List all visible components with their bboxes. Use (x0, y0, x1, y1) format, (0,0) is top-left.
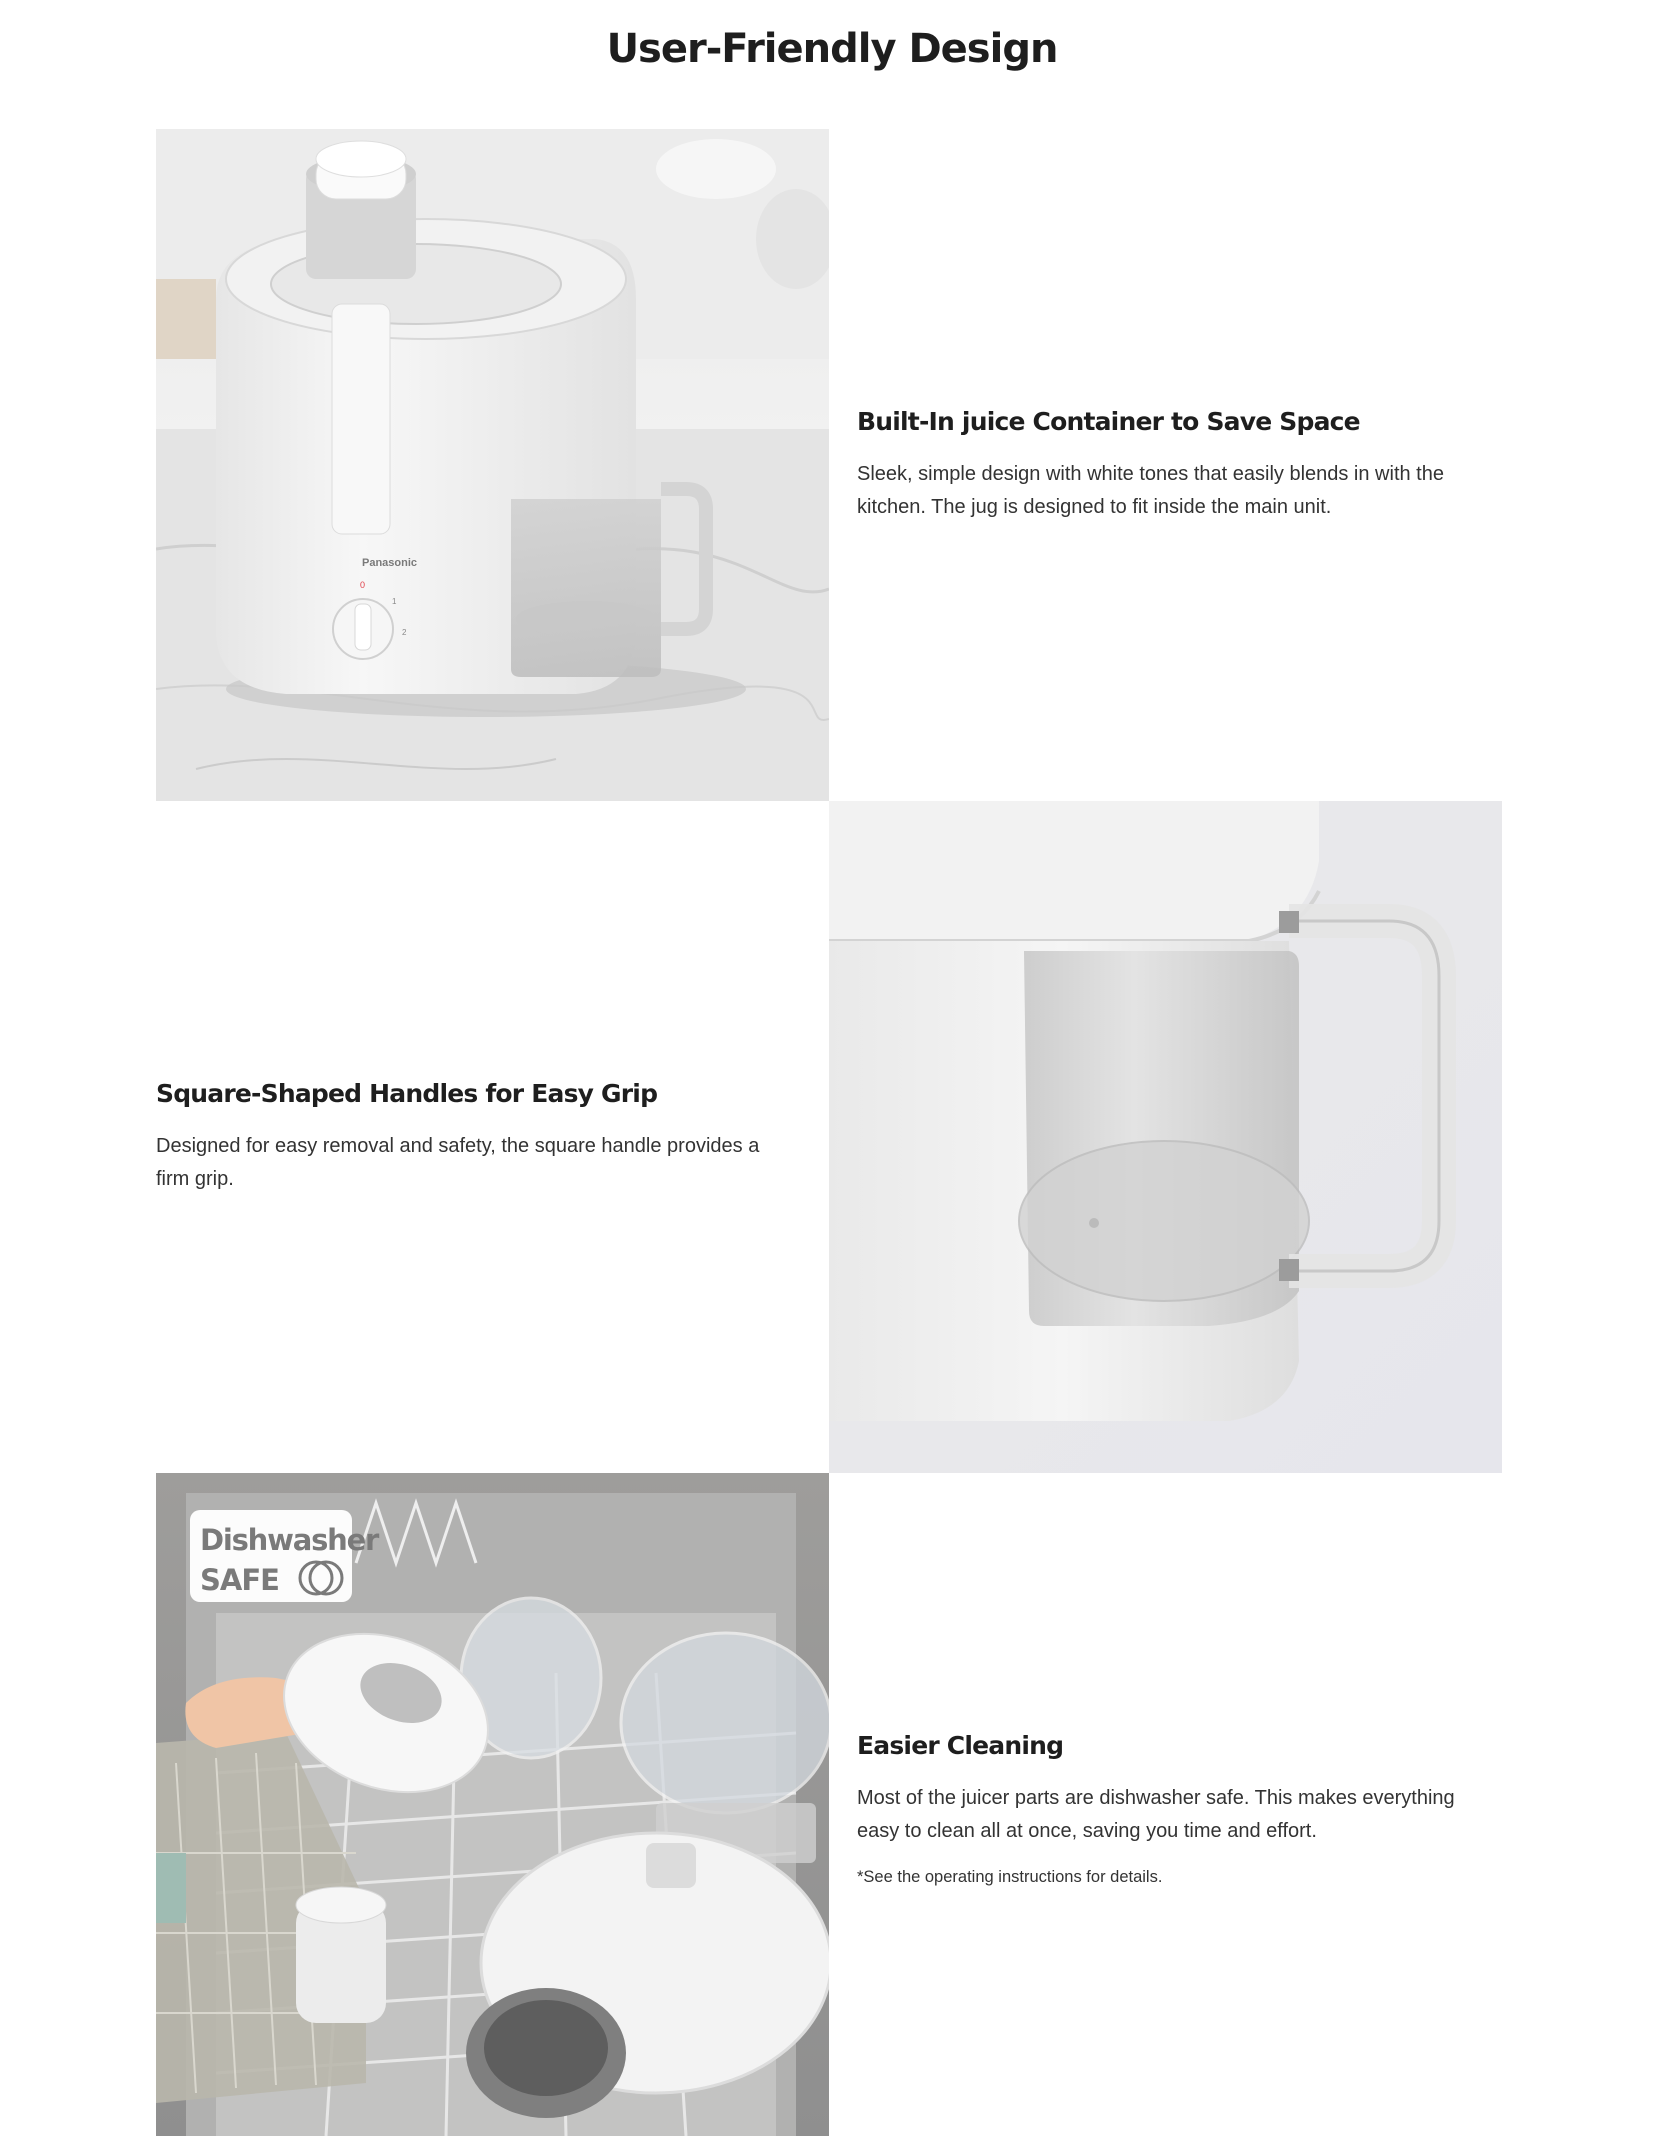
feature-text-built-in-container (857, 129, 1502, 801)
dishwasher-safe-badge (190, 1510, 380, 1602)
feature-description: Most of the juicer parts are dishwasher safe. This makes everything easy to clean all at once, saving you time and effort. (857, 1787, 1455, 1842)
feature-row-easier-cleaning (156, 1473, 1502, 2136)
dial-label-2: 2 (402, 628, 407, 637)
badge-line-2: SAFE (200, 1563, 279, 1597)
feature-heading: Built-In juice Container to Save Space (857, 406, 1360, 436)
feature-text-easier-cleaning (857, 1473, 1502, 2145)
dial-label-1: 1 (392, 597, 397, 606)
feature-heading: Easier Cleaning (857, 1731, 1064, 1760)
dishwasher-image (156, 1473, 829, 2136)
page-title: User-Friendly Design (606, 26, 1058, 72)
feature-heading: Square-Shaped Handles for Easy Grip (156, 1078, 658, 1108)
juicer-product-image (156, 129, 829, 801)
dial-label-0: 0 (360, 580, 366, 590)
feature-row-square-handles (156, 801, 1502, 1473)
feature-row-built-in-container (156, 129, 1502, 801)
feature-text-square-handles (156, 801, 806, 1473)
juicer-brand-text: Panasonic (362, 557, 418, 569)
feature-description: Designed for easy removal and safety, the square handle provides a firm grip. (156, 1134, 760, 1190)
badge-line-1: Dishwasher (200, 1523, 379, 1557)
juice-jug-handle-image (829, 801, 1502, 1473)
feature-footnote: *See the operating instructions for details. (857, 1868, 1163, 1886)
feature-description: Sleek, simple design with white tones that easily blends in with the kitchen. The jug is designed to fit inside the main unit. (857, 462, 1444, 518)
